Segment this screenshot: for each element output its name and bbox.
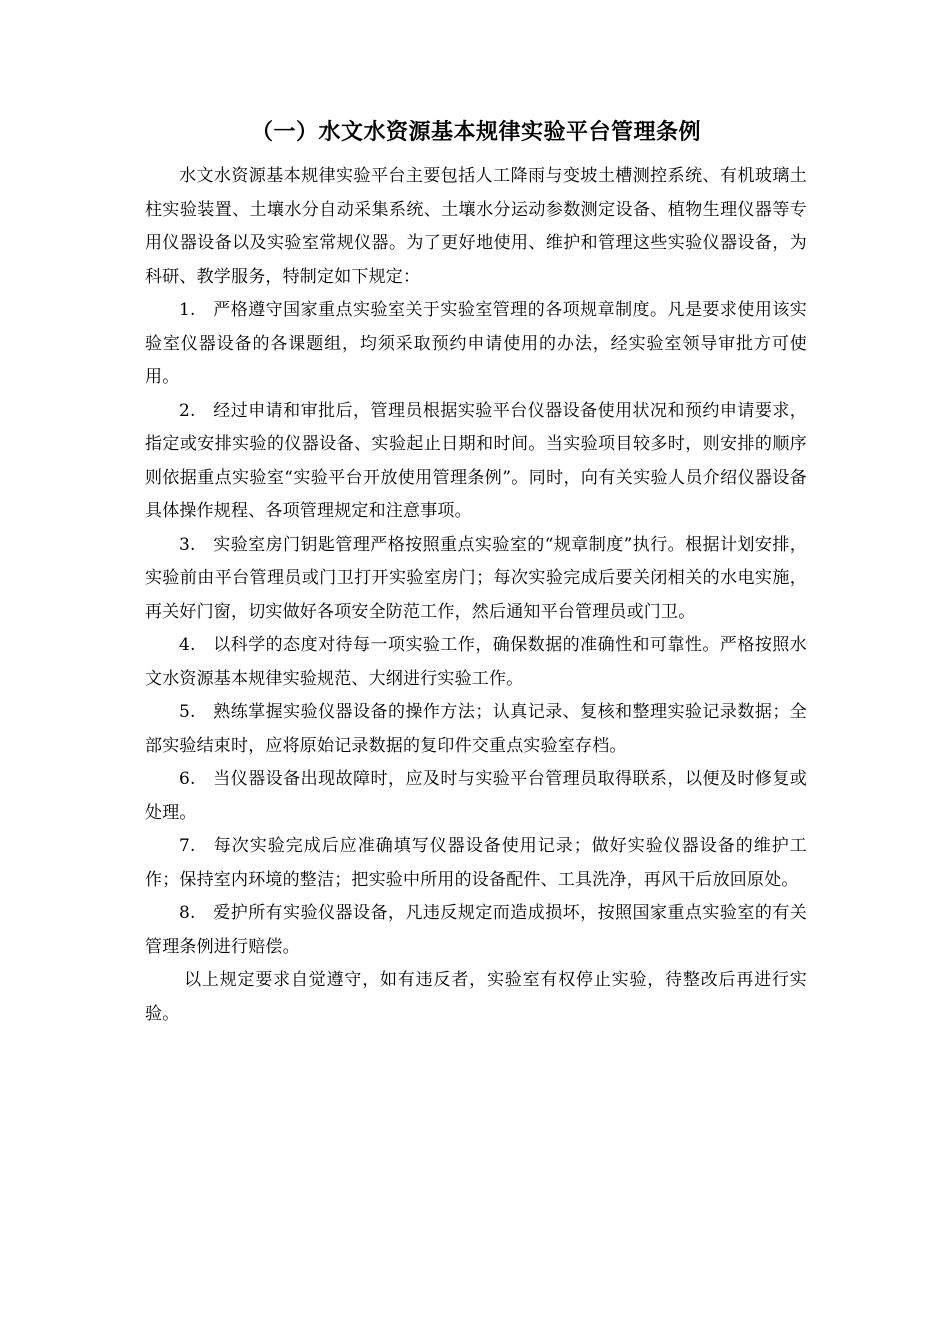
document-title: （一）水文水资源基本规律实验平台管理条例 bbox=[250, 119, 701, 145]
rule-item-1 bbox=[145, 294, 807, 395]
rule-number: 6. bbox=[179, 769, 196, 789]
rule-number: 7. bbox=[179, 836, 196, 856]
rule-number: 3. bbox=[179, 534, 196, 555]
rule-text: 熟练掌握实验仪器设备的操作方法；认真记录、复核和整理实验记录数据；全部实验结束时，应将原始记录数据的复印件交重点实验室存档。 bbox=[145, 702, 807, 756]
rule-number: 4. bbox=[179, 635, 196, 655]
rule-number: 2. bbox=[179, 400, 196, 421]
rule-number: 5. bbox=[179, 702, 196, 722]
rule-number: 1. bbox=[179, 300, 196, 320]
intro-paragraph: 水文水资源基本规律实验平台主要包括人工降雨与变坡土槽测控系统、有机玻璃土柱实验装置、土壤水分自动采集系统、土壤水分运动参数测定设备、植物生理仪器等专用仪器设备以及实验室常规仪器。为了更好地使用、维护和管理这些实验仪器设备，为科研、教学服务，特制定如下规定： bbox=[145, 166, 807, 287]
rule-item-2 bbox=[145, 395, 807, 529]
rule-text: 每次实验完成后应准确填写仪器设备使用记录；做好实验仪器设备的维护工作；保持室内环境的整洁；把实验中所用的设备配件、工具洗净，再风干后放回原处。 bbox=[145, 836, 807, 890]
rule-text: 实验室房门钥匙管理严格按照重点实验室的“规章制度”执行。根据计划安排，实验前由平台管理员或门卫打开实验室房门；每次实验完成后要关闭相关的水电实施，再关好门窗，切实做好各项安全防范工作，然后通知平台管理员或门卫。 bbox=[145, 534, 807, 622]
rule-item-3 bbox=[145, 529, 807, 630]
rule-item-4 bbox=[145, 629, 807, 696]
rule-text: 当仪器设备出现故障时，应及时与实验平台管理员取得联系，以便及时修复或处理。 bbox=[145, 769, 807, 823]
rule-item-7 bbox=[145, 830, 807, 897]
closing-paragraph: 以上规定要求自觉遵守，如有违反者，实验室有权停止实验，待整改后再进行实验。 bbox=[145, 970, 807, 1024]
rule-text: 以科学的态度对待每一项实验工作，确保数据的准确性和可靠性。严格按照水文水资源基本规律实验规范、大纲进行实验工作。 bbox=[145, 635, 807, 689]
rule-item-6 bbox=[145, 763, 807, 830]
rule-text: 爱护所有实验仪器设备，凡违反规定而造成损坏，按照国家重点实验室的有关管理条例进行赔偿。 bbox=[145, 903, 807, 957]
rule-item-8 bbox=[145, 897, 807, 964]
rule-text: 经过申请和审批后，管理员根据实验平台仪器设备使用状况和预约申请要求，指定或安排实验的仪器设备、实验起止日期和时间。当实验项目较多时，则安排的顺序则依据重点实验室“实验平台开放使用管理条例”。同时，向有关实验人员介绍仪器设备具体操作规程、各项管理规定和注意事项。 bbox=[145, 400, 807, 521]
rule-item-5 bbox=[145, 696, 807, 763]
rule-text: 严格遵守国家重点实验室关于实验室管理的各项规章制度。凡是要求使用该实验室仪器设备的各课题组，均须采取预约申请使用的办法，经实验室领导审批方可使用。 bbox=[145, 300, 807, 387]
document-page bbox=[145, 110, 807, 1031]
rule-number: 8. bbox=[179, 903, 196, 923]
